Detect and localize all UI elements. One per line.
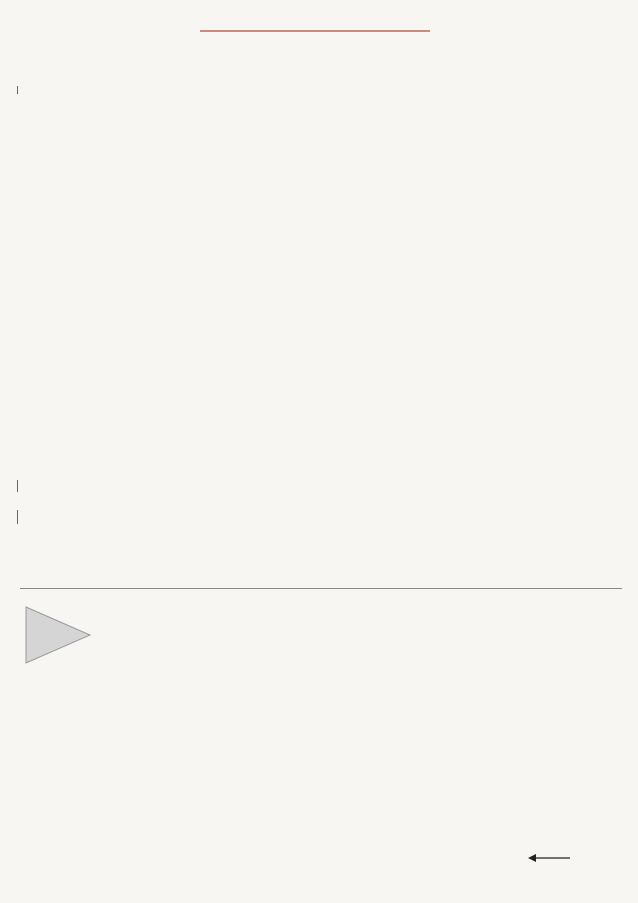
footer-arrow-icon	[528, 853, 572, 863]
